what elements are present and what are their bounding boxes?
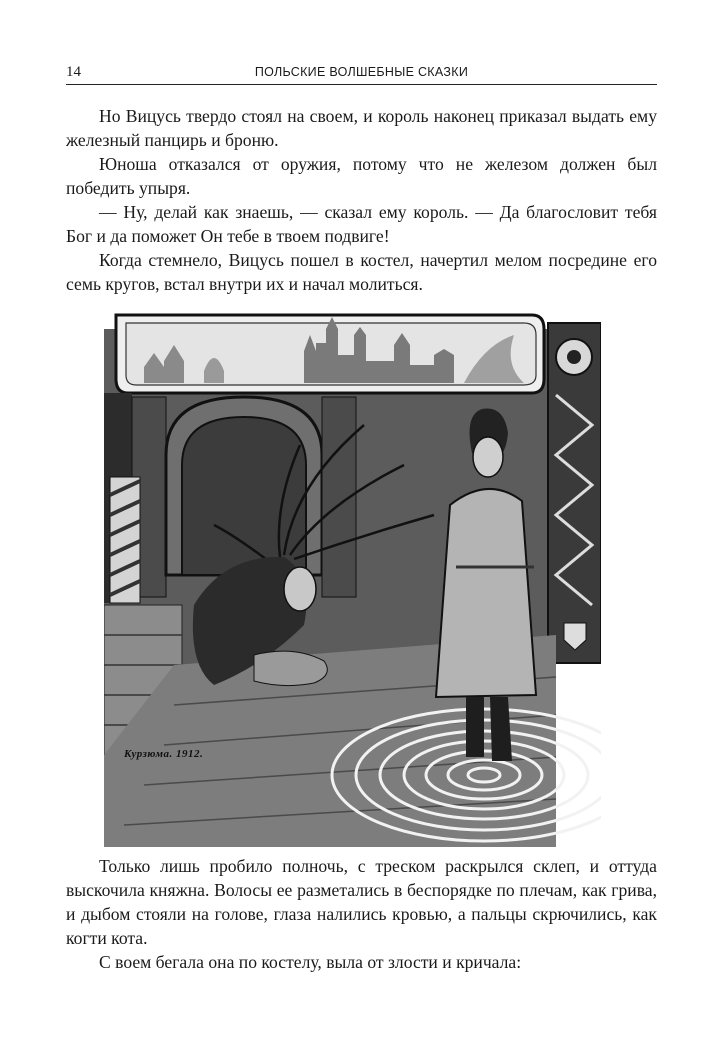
- page-number: 14: [66, 64, 81, 80]
- artist-signature: Курзюма. 1912.: [124, 748, 204, 760]
- body-text-top: [66, 104, 657, 296]
- paragraph: Но Вицусь твердо стоял на своем, и король наконец приказал выдать ему железный панцирь и броню.: [66, 106, 657, 150]
- paragraph: Когда стемнело, Вицусь пошел в костел, начертил мелом посредине его семь кругов, встал внутри их и начал молиться.: [66, 250, 657, 294]
- page-header: [66, 62, 657, 85]
- book-illustration: [104, 305, 601, 847]
- illustration-drawing: [104, 305, 601, 847]
- paragraph: Юноша отказался от оружия, потому что не железом должен был победить упыря.: [66, 154, 657, 198]
- running-title: ПОЛЬСКИЕ ВОЛШЕБНЫЕ СКАЗКИ: [254, 65, 469, 79]
- paragraph: — Ну, делай как знаешь, — сказал ему король. — Да благословит тебя Бог и да поможет Он тебе в твоем подвиге!: [66, 202, 657, 246]
- paragraph: С воем бегала она по костелу, выла от злости и кричала:: [99, 952, 522, 972]
- body-text-bottom: [66, 854, 657, 974]
- paragraph: Только лишь пробило полночь, с треском раскрылся склеп, и оттуда выскочила княжна. Волосы ее разметались в беспорядке по плечам, как грива, и дыбом стояли на голове, глаза налились кровью, а пальцы скрючились, как когти кота.: [66, 856, 657, 948]
